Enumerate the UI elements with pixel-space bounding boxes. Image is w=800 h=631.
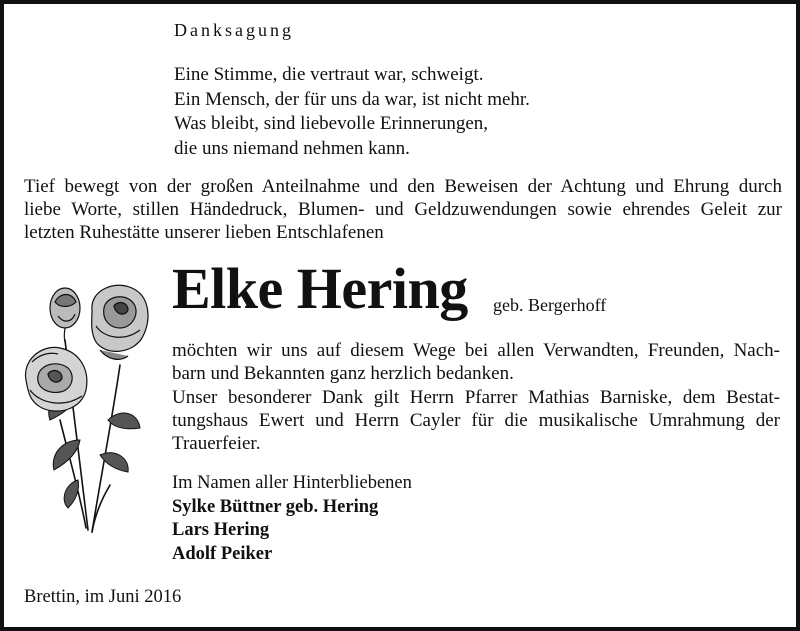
thanks-paragraph — [172, 339, 780, 455]
notice-heading: Danksagung — [174, 20, 294, 40]
thanks-line: barn und Bekannten ganz herzlich bedanken. — [172, 363, 514, 385]
poem — [174, 63, 530, 161]
thanks-line: tungshaus Ewert und Herrn Cayler für die musikalische Umrahmung der — [172, 409, 780, 431]
thanks-line: möchten wir uns auf diesem Wege bei allen Verwandten, Freunden, Nach- — [172, 340, 780, 361]
signature-block — [172, 472, 412, 566]
poem-line: die uns niemand nehmen kann. — [174, 137, 410, 159]
roses-icon — [20, 280, 155, 535]
intro-line: liebe Worte, stillen Händedruck, Blumen- und Geldzuwendungen sowie ehrendes Geleit zur — [24, 199, 782, 220]
place-date: Brettin, im Juni 2016 — [24, 587, 182, 607]
intro-line: letzten Ruhestätte unserer lieben Entschlafenen — [24, 222, 384, 243]
poem-line: Ein Mensch, der für uns da war, ist nicht mehr. — [174, 88, 530, 110]
signature-name: Adolf Peiker — [172, 543, 273, 564]
poem-line: Was bleibt, sind liebevolle Erinnerungen, — [174, 113, 489, 134]
signature-name: Sylke Büttner geb. Hering — [172, 496, 379, 517]
deceased-maiden-name: geb. Bergerhoff — [493, 295, 607, 315]
intro-line: Tief bewegt von der großen Anteilnahme und den Beweisen der Achtung und Ehrung durch — [24, 176, 782, 197]
deceased-name: Elke Hering — [172, 256, 468, 321]
thanks-line: Trauerfeier. — [172, 433, 261, 455]
intro-paragraph — [24, 175, 782, 244]
signature-intro: Im Namen aller Hinterbliebenen — [172, 473, 412, 493]
thanks-line: Unser besonderer Dank gilt Herrn Pfarrer Mathias Barniske, dem Bestat- — [172, 386, 780, 408]
signature-name: Lars Hering — [172, 520, 270, 540]
poem-line: Eine Stimme, die vertraut war, schweigt. — [174, 64, 484, 85]
